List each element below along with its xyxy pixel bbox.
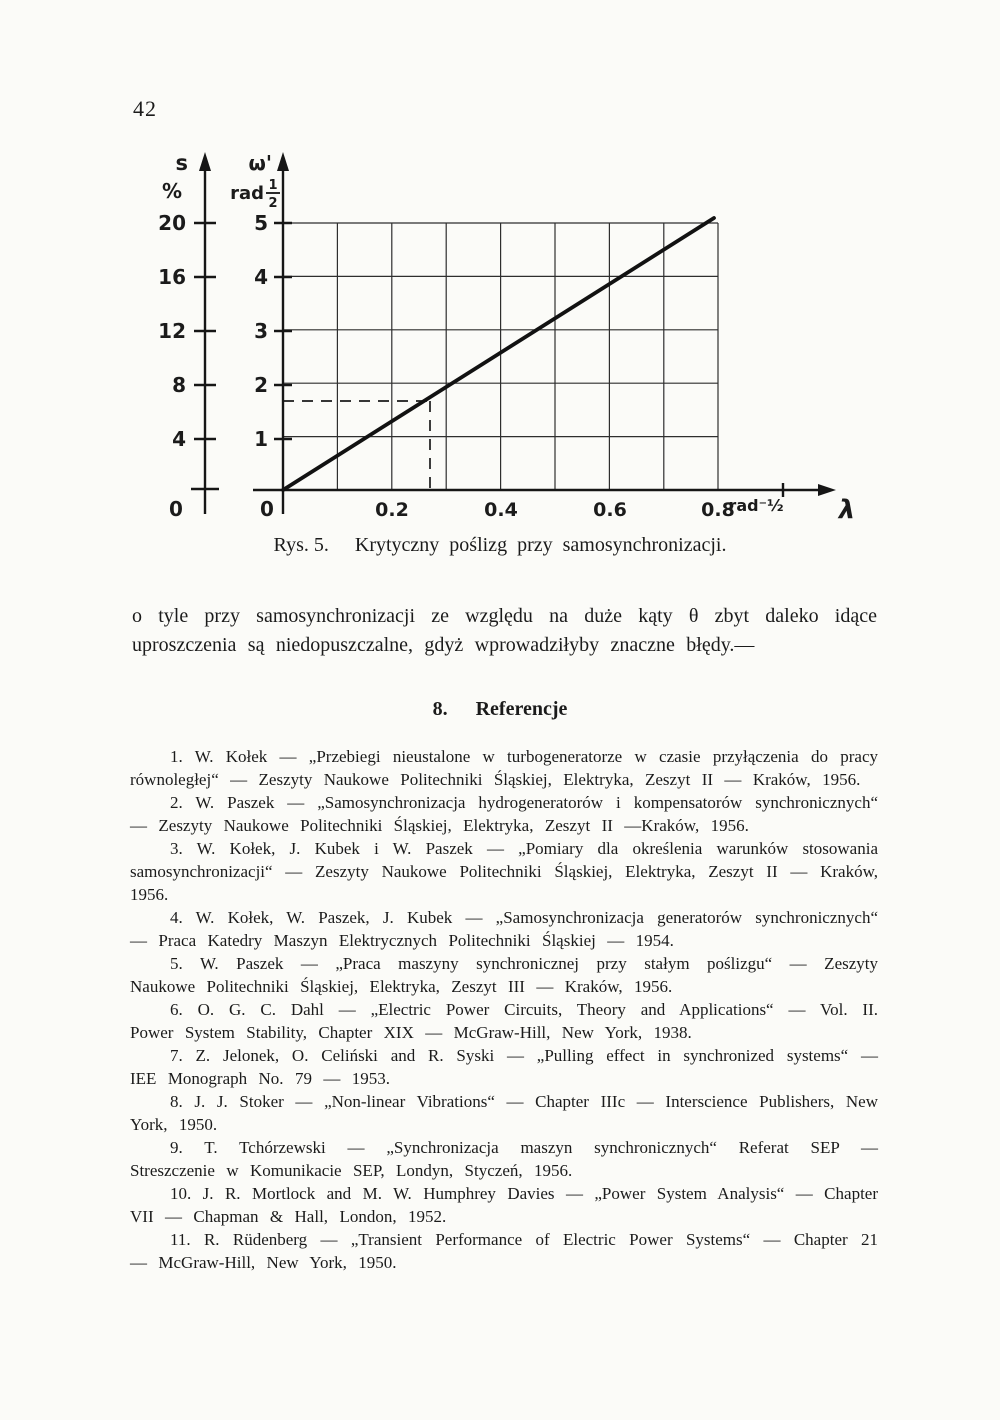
- reference-item: 6. O. G. C. Dahl — „Electric Power Circuits, Theory and Applications“ — Vol. II. Power System Stability, Chapter XIX — McGraw-Hill, New York, 1938.: [130, 1000, 878, 1042]
- omega-axis-tick-label: 4: [254, 265, 268, 289]
- omega-axis-tick-label: 1: [254, 427, 268, 451]
- s-axis-unit: %: [161, 179, 183, 203]
- x-axis-tick-label: 0.2: [375, 499, 409, 521]
- references-list: [130, 745, 878, 1274]
- x-axis-arrowhead: [818, 484, 836, 496]
- x-axis-tick-label: 0.6: [593, 499, 627, 521]
- omega-axis-zero-label: 0: [260, 497, 274, 521]
- omega-unit-fraction-numerator: 1: [268, 178, 278, 193]
- reference-item: 10. J. R. Mortlock and M. W. Humphrey Davies — „Power System Analysis“ — Chapter VII — Chapman & Hall, London, 1952.: [130, 1184, 878, 1226]
- s-axis-tick-label: 4: [172, 427, 186, 451]
- reference-item: 7. Z. Jelonek, O. Celiński and R. Syski — „Pulling effect in synchronized systems“ — IEE Monograph No. 79 — 1953.: [130, 1046, 878, 1088]
- reference-item: 2. W. Paszek — „Samosynchronizacja hydrogeneratorów i kompensatorów synchronicznych“ — Zeszyty Naukowe Politechniki Śląskiej, Elektryka, Zeszyt II —Kraków, 1956.: [130, 793, 878, 835]
- s-axis-tick-label: 16: [158, 265, 186, 289]
- x-axis-tick-label: 0.8: [701, 499, 735, 521]
- reference-item: 8. J. J. Stoker — „Non-linear Vibrations“ — Chapter IIIc — Interscience Publishers, New York, 1950.: [130, 1092, 878, 1134]
- s-axis-tick-label: 12: [158, 319, 186, 343]
- s-axis-tick-label: 20: [158, 211, 186, 235]
- body-paragraph: o tyle przy samosynchronizacji ze względu na duże kąty θ zbyt daleko idące uproszczenia są niedopuszczalne, gdyż wprowadziłyby znaczne błędy.—: [132, 605, 877, 656]
- s-axis-symbol: s: [175, 151, 188, 175]
- s-axis-tick-label: 8: [172, 373, 186, 397]
- x-axis: [253, 483, 823, 497]
- omega-axis-tick-label: 5: [254, 211, 268, 235]
- omega-axis-tick-label: 2: [254, 373, 268, 397]
- figure-caption: [0, 534, 1000, 557]
- reference-item: 5. W. Paszek — „Praca maszyny synchronicznej przy stałym poślizgu“ — Zeszyty Naukowe Politechniki Śląskiej, Elektryka, Zeszyt III — Kraków, 1956.: [130, 954, 878, 996]
- chart-canvas: [120, 140, 860, 530]
- reference-item: 9. T. Tchórzewski — „Synchronizacja maszyn synchronicznych“ Referat SEP — Streszczenie w Komunikacie SEP, Londyn, Styczeń, 1956.: [130, 1138, 878, 1180]
- s-axis-zero-label: 0: [169, 497, 183, 521]
- references-heading-number: 8.: [432, 698, 448, 720]
- omega-axis-arrowhead: [277, 152, 289, 171]
- references-heading-label: Referencje: [475, 698, 568, 720]
- x-axis-unit: rad⁻½: [728, 496, 784, 515]
- s-axis-arrowhead: [199, 152, 211, 171]
- omega-axis-tick-label: 3: [254, 319, 268, 343]
- x-axis-symbol: λ: [838, 495, 856, 525]
- omega-axis-unit-base: rad: [230, 183, 264, 204]
- figure-caption-label: Rys. 5.: [273, 534, 329, 556]
- page-number: 42: [133, 96, 157, 121]
- reference-item: 3. W. Kołek, J. Kubek i W. Paszek — „Pomiary dla określenia warunków stosowania samosynchronizacji“ — Zeszyty Naukowe Politechniki Śląskiej, Elektryka, Zeszyt II — Kraków, 1956.: [130, 839, 878, 904]
- omega-axis-symbol: ω': [248, 151, 272, 175]
- reference-item: 4. W. Kołek, W. Paszek, J. Kubek — „Samosynchronizacja generatorów synchronicznych“ — Praca Katedry Maszyn Elektrycznych Politechniki Śląskiej — 1954.: [130, 908, 878, 950]
- omega-axis-unit-fraction: [266, 178, 280, 211]
- reference-item: 1. W. Kołek — „Przebiegi nieustalone w turbogeneratorze w czasie przyłączenia do pracy równoległej“ — Zeszyty Naukowe Politechniki Śląskiej, Elektryka, Zeszyt II — Kraków, 1956.: [130, 747, 878, 789]
- references-heading: [0, 698, 1000, 721]
- x-axis-tick-label: 0.4: [484, 499, 518, 521]
- figure-rys5-chart: [120, 140, 860, 530]
- omega-unit-fraction-denominator: 2: [268, 196, 278, 211]
- omega-axis: [274, 164, 292, 514]
- data-line-critical-slip: [283, 218, 714, 490]
- s-axis: [191, 164, 219, 514]
- figure-caption-text: Krytyczny poślizg przy samosynchronizacji.: [354, 534, 727, 556]
- reference-item: 11. R. Rüdenberg — „Transient Performance of Electric Power Systems“ — Chapter 21 — McGraw-Hill, New York, 1950.: [130, 1230, 878, 1272]
